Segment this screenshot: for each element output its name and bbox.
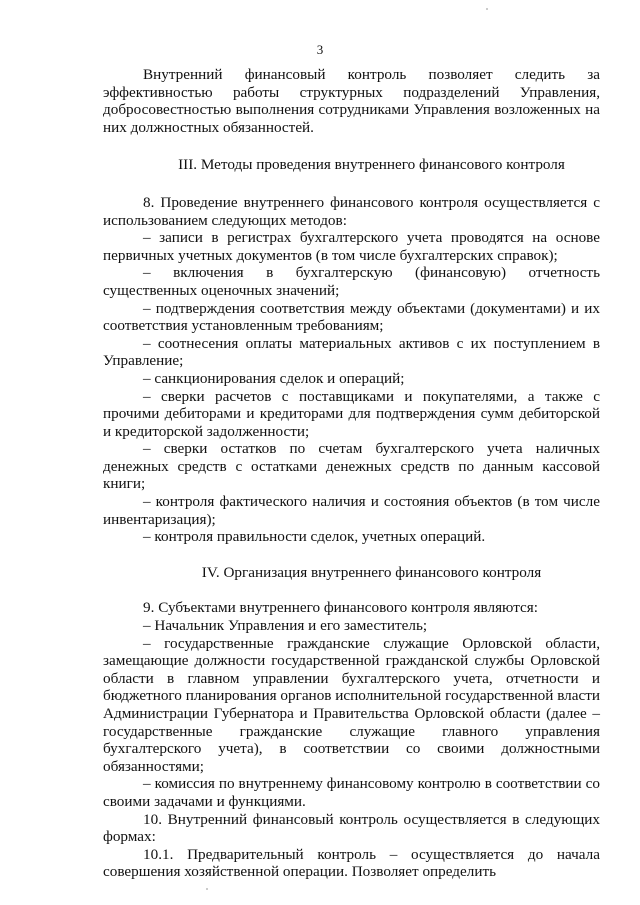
method-item: – контроля правильности сделок, учетных операций. — [143, 528, 486, 546]
section-3-heading: III. Методы проведения внутреннего финансового контроля — [178, 156, 565, 174]
intro-paragraph: Внутренний финансовый контроль позволяет следить за эффективностью работы структурных подразделений Управления, добросовестностью выполнения сотрудниками Управления возложенных на них должностных обязанностей. — [103, 66, 600, 136]
paragraph-8: 8. Проведение внутреннего финансового контроля осуществляется с использованием следующих методов: — [103, 193, 600, 229]
method-item: – сверки остатков по счетам бухгалтерского учета наличных денежных средств с остатками денежных средств по данным кассовой книги; — [103, 440, 600, 493]
paragraph-10: 10. Внутренний финансовый контроль осуществляется в следующих формах: — [103, 810, 600, 846]
section-4-heading: IV. Организация внутреннего финансового контроля — [201, 563, 542, 581]
subject-item: – Начальник Управления и его заместитель; — [143, 617, 428, 635]
method-item: – включения в бухгалтерскую (финансовую) отчетность существенных оценочных значений; — [103, 264, 600, 299]
scan-speck — [206, 888, 208, 890]
method-item: – подтверждения соответствия между объектами (документами) и их соответствия установленным требованиям; — [103, 299, 600, 335]
document-body — [103, 66, 600, 881]
paragraph-9: 9. Субъектами внутреннего финансового контроля являются: — [143, 599, 538, 617]
subject-item: – государственные гражданские служащие Орловской области, замещающие должности государственной гражданской службы Орловской области в главном управлении бухгалтерского учета, отчетности и бюджетного планирования органов исполнительной государственной власти Администрации Губернатора и Правительства Орловской области (далее – государственные гражданские служащие главного управления бухгалтерского учета), в соответствии со своими должностными обязанностями; — [103, 634, 600, 775]
method-item: – записи в регистрах бухгалтерского учета проводятся на основе первичных учетных документов (в том числе бухгалтерских справок); — [103, 229, 600, 264]
method-item: – сверки расчетов с поставщиками и покупателями, а также с прочими дебиторами и кредиторами для подтверждения сумм дебиторской и кредиторской задолженности; — [103, 387, 600, 440]
method-item: – санкционирования сделок и операций; — [143, 369, 405, 387]
method-item: – контроля фактического наличия и состояния объектов (в том числе инвентаризация); — [103, 493, 600, 528]
page-number: 3 — [316, 42, 324, 57]
method-item: – соотнесения оплаты материальных активов с их поступлением в Управление; — [103, 334, 600, 370]
subject-item: – комиссия по внутреннему финансовому контролю в соответствии со своими задачами и функциями. — [103, 775, 600, 810]
scan-speck — [486, 8, 488, 10]
paragraph-10-1: 10.1. Предварительный контроль – осуществляется до начала совершения хозяйственной операции. Позволяет определить — [103, 845, 600, 881]
